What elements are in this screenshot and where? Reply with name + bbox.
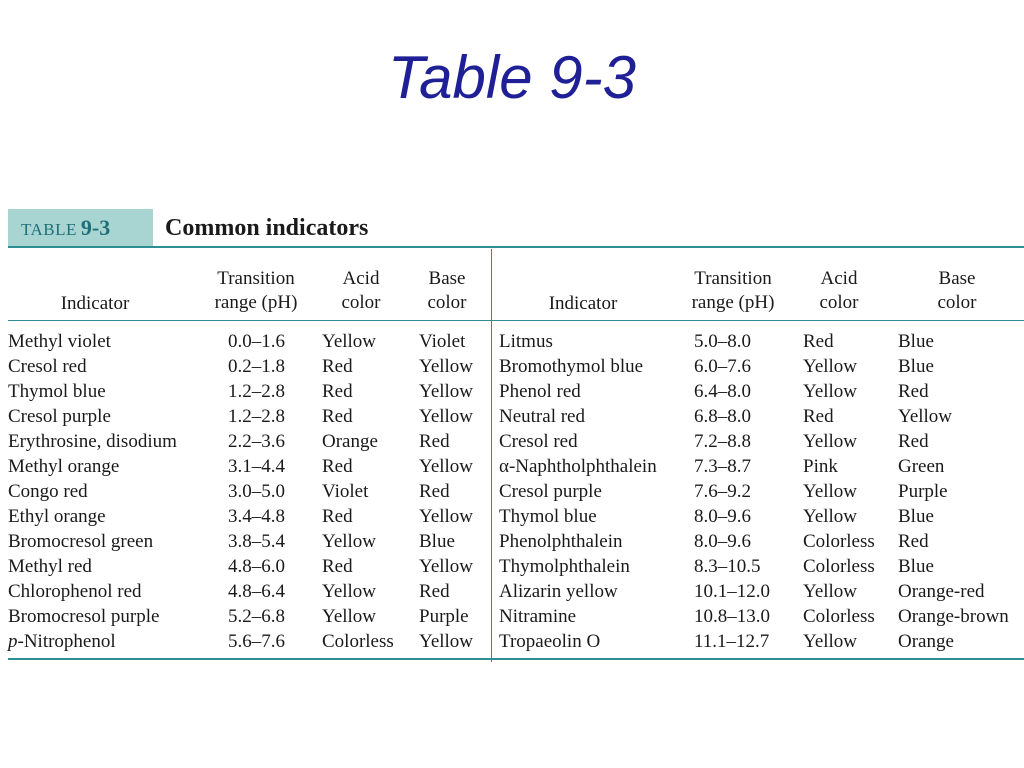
table-cell: 6.8–8.0: [694, 406, 751, 427]
table-cell: Yellow: [322, 531, 377, 552]
header-base-right: [922, 267, 992, 315]
table-cell: Cresol purple: [8, 406, 111, 427]
table-cell: Phenolphthalein: [499, 531, 623, 552]
header-acid-right-line2: color: [819, 292, 859, 313]
table-cell: 5.2–6.8: [228, 606, 285, 627]
bottom-rule: [8, 658, 1024, 660]
table-cell: Red: [898, 531, 929, 552]
table-cell: Violet: [419, 331, 466, 352]
table-cell: 6.0–7.6: [694, 356, 751, 377]
table-cell: Cresol purple: [499, 481, 602, 502]
table-cell: Bromocresol green: [8, 531, 154, 552]
header-base: [412, 267, 482, 315]
table-cell: 4.8–6.4: [228, 581, 285, 602]
header-acid-line2: color: [341, 292, 381, 313]
header-range-line2: range (pH): [214, 292, 298, 313]
table-cell: 8.3–10.5: [694, 556, 761, 577]
table-cell: Alizarin yellow: [499, 581, 618, 602]
table-cell: Yellow: [419, 456, 474, 477]
left-range-column: [228, 329, 285, 654]
table-cell: Red: [898, 431, 929, 452]
table-cell: Erythrosine, disodium: [8, 431, 177, 452]
left-indicator-column: [8, 329, 177, 654]
table-cell: 3.8–5.4: [228, 531, 285, 552]
table-cell: Yellow: [419, 506, 474, 527]
header-acid-right: [800, 267, 878, 315]
table-cell: 11.1–12.7: [694, 631, 770, 652]
table-cell: Red: [803, 406, 834, 427]
header-range-line1: Transition: [217, 268, 295, 289]
table-cell: 3.4–4.8: [228, 506, 285, 527]
table-cell: Yellow: [803, 481, 858, 502]
right-base-column: [898, 329, 1009, 654]
table-cell: Ethyl orange: [8, 506, 106, 527]
table-cell: Red: [419, 481, 450, 502]
table-cell: Phenol red: [499, 381, 581, 402]
header-base-line1: Base: [428, 268, 466, 289]
table-cell: Red: [898, 381, 929, 402]
header-acid-right-line1: Acid: [820, 268, 858, 289]
left-base-column: [419, 329, 473, 654]
table-cell: Orange: [322, 431, 378, 452]
right-indicator-column: [499, 329, 657, 654]
table-cell: p-Nitrophenol: [8, 631, 116, 652]
table-cell: 7.3–8.7: [694, 456, 751, 477]
table-cell: Litmus: [499, 331, 553, 352]
right-range-column: [694, 329, 770, 654]
table-cell: 2.2–3.6: [228, 431, 285, 452]
table-cell: 8.0–9.6: [694, 531, 751, 552]
table-cell: Methyl orange: [8, 456, 120, 477]
table-cell: Red: [803, 331, 834, 352]
table-cell: Congo red: [8, 481, 88, 502]
table-cell: Red: [322, 456, 353, 477]
table-cell: 3.1–4.4: [228, 456, 285, 477]
table-cell: 5.6–7.6: [228, 631, 285, 652]
right-acid-column: [803, 329, 875, 654]
table-cell: Yellow: [419, 631, 474, 652]
table-cell: 1.2–2.8: [228, 381, 285, 402]
table-cell: Methyl red: [8, 556, 92, 577]
header-acid-line1: Acid: [342, 268, 380, 289]
table-cell: Blue: [898, 331, 934, 352]
table-cell: 8.0–9.6: [694, 506, 751, 527]
table-cell: Red: [419, 581, 450, 602]
table-cell: Violet: [322, 481, 369, 502]
table-cell: Yellow: [803, 506, 858, 527]
table-cell: Yellow: [419, 381, 474, 402]
header-range-right-line1: Transition: [694, 268, 772, 289]
header-range-right-line2: range (pH): [691, 292, 775, 313]
table-number-label: [21, 214, 110, 244]
table-cell: Thymol blue: [499, 506, 597, 527]
table-prefix: TABLE: [21, 220, 77, 239]
header-range-right: [677, 267, 789, 315]
table-cell: Yellow: [898, 406, 953, 427]
slide-title: Table 9-3: [388, 44, 636, 111]
table-cell: Chlorophenol red: [8, 581, 142, 602]
table-cell: Blue: [419, 531, 455, 552]
table-cell: Blue: [898, 506, 934, 527]
table-cell: 3.0–5.0: [228, 481, 285, 502]
header-indicator: Indicator: [60, 293, 130, 314]
table-cell: Red: [322, 381, 353, 402]
table-cell: 5.0–8.0: [694, 331, 751, 352]
table-cell: Purple: [419, 606, 469, 627]
table-cell: Orange: [898, 631, 954, 652]
table-cell: Tropaeolin O: [499, 631, 601, 652]
table-cell: Colorless: [803, 606, 875, 627]
table-cell: Bromothymol blue: [499, 356, 644, 377]
para-prefix: p: [8, 631, 18, 652]
table-cell: Red: [322, 556, 353, 577]
table-cell: Red: [322, 506, 353, 527]
table-cell: 10.1–12.0: [694, 581, 770, 602]
table-cell: 10.8–13.0: [694, 606, 770, 627]
table-cell: Yellow: [322, 331, 377, 352]
top-rule: [8, 246, 1024, 248]
table-cell: Neutral red: [499, 406, 585, 427]
table-cell: Yellow: [322, 581, 377, 602]
table-cell: Bromocresol purple: [8, 606, 160, 627]
header-acid: [322, 267, 400, 315]
table-cell: Red: [322, 406, 353, 427]
table-cell: Blue: [898, 556, 934, 577]
header-base-right-line2: color: [937, 292, 977, 313]
header-base-right-line1: Base: [938, 268, 976, 289]
table-number: 9-3: [80, 215, 111, 240]
table-cell: Green: [898, 456, 945, 477]
table-cell: Colorless: [803, 531, 875, 552]
table-cell: 7.6–9.2: [694, 481, 751, 502]
table-cell: Red: [419, 431, 450, 452]
table-cell: Purple: [898, 481, 948, 502]
table-cell: Methyl violet: [8, 331, 111, 352]
table-cell: Thymolphthalein: [499, 556, 630, 577]
table-cell: Yellow: [803, 581, 858, 602]
table-cell: Yellow: [803, 381, 858, 402]
table-cell: Orange-brown: [898, 606, 1009, 627]
table-cell: Nitramine: [499, 606, 577, 627]
table-cell: α-Naphtholphthalein: [499, 456, 657, 477]
table-cell: Cresol red: [8, 356, 87, 377]
table-cell: Thymol blue: [8, 381, 106, 402]
table-cell: Orange-red: [898, 581, 985, 602]
left-acid-column: [322, 329, 394, 654]
header-rule: [8, 320, 1024, 321]
table-cell: 0.2–1.8: [228, 356, 285, 377]
table-cell: Cresol red: [499, 431, 578, 452]
table-cell: Yellow: [419, 356, 474, 377]
table-cell: 4.8–6.0: [228, 556, 285, 577]
table-cell: 1.2–2.8: [228, 406, 285, 427]
table-cell: Yellow: [803, 356, 858, 377]
table-cell: Yellow: [419, 556, 474, 577]
table-cell: Pink: [803, 456, 838, 477]
header-base-line2: color: [427, 292, 467, 313]
table-cell: 7.2–8.8: [694, 431, 751, 452]
table-cell: Yellow: [803, 431, 858, 452]
table-cell: Yellow: [803, 631, 858, 652]
center-divider: [491, 249, 492, 662]
table-cell: Blue: [898, 356, 934, 377]
table-caption: Common indicators: [165, 215, 369, 241]
table-cell: Red: [322, 356, 353, 377]
header-range: [200, 267, 312, 315]
table-cell: Yellow: [419, 406, 474, 427]
table-cell: Colorless: [322, 631, 394, 652]
table-cell: Yellow: [322, 606, 377, 627]
header-indicator-right: Indicator: [548, 293, 618, 314]
table-cell: Colorless: [803, 556, 875, 577]
table-cell: 6.4–8.0: [694, 381, 751, 402]
table-cell: 0.0–1.6: [228, 331, 285, 352]
